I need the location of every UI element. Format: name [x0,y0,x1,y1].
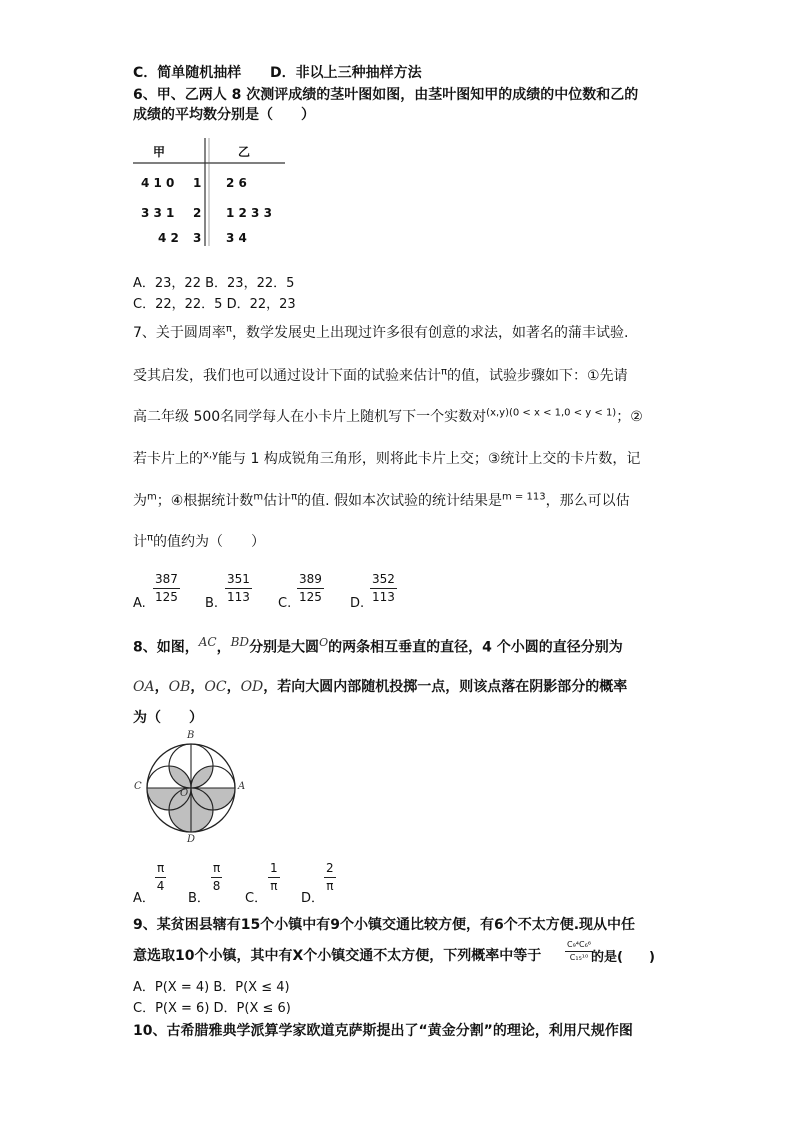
q8-option-b-fraction [211,861,222,894]
q7-l4a: 若卡片上的 [133,451,203,467]
q5-option-c: C．简单随机抽样 [133,65,242,81]
row3-left-leaves: 4 2 [158,231,179,245]
q8-option-c-label: C． [245,891,268,906]
denominator: 125 [155,590,178,604]
q6-text-line2: 成绩的平均数分别是（ ） [133,107,315,123]
q8-l2b: ，若向大圆内部随机投掷一点，则该点落在阴影部分的概率 [263,679,628,695]
q7-option-a-label: A. [133,596,146,611]
q8-option-b-label: B． [188,891,210,906]
table-header-right: 乙 [238,145,251,159]
q7-l2b: 的值，试验步骤如下：①先请 [447,368,628,384]
q8-line3: 为（ ） [133,710,203,726]
numerator: π [213,861,221,875]
q9-fraction [565,940,593,963]
q7-option-b-fraction [225,572,252,605]
comma: ， [226,679,241,695]
numerator: 1 [270,861,278,875]
q7-l4b: 能与 1 构成锐角三角形，则将此卡片上交；③统计上交的卡片数，记 [218,451,641,467]
table-header-left: 甲 [153,145,166,159]
q7-l5a: 为 [133,493,147,509]
q7-option-d-fraction [370,572,397,605]
q8-option-a-fraction [155,861,166,894]
q7-l3a: 高二年级 500名同学每人在小卡片上随机写下一个实数对 [133,409,487,425]
row2-right-leaves: 1 2 3 3 [226,206,272,220]
q6-options-line2: C．22，22．5 D．22，23 [133,297,296,312]
numerator: π [157,861,165,875]
pi-symbol: π [225,323,232,335]
numerator: 2 [326,861,334,875]
row1-right-leaves: 2 6 [226,176,247,190]
q8-l1c: 的两条相互垂直的直径，4 个小圆的直径分别为 [328,639,623,656]
q7-option-d-label: D. [350,596,365,611]
label-b: B [187,730,195,741]
q7-line4 [133,448,640,468]
numerator: 352 [370,572,397,589]
denominator: 113 [372,590,395,604]
q5-option-d: D．非以上三种抽样方法 [270,65,422,81]
label-o: O [180,788,189,799]
segment-oa: OA [133,679,155,695]
denominator: C₁₅¹⁰ [569,953,589,962]
comma: ， [190,679,205,695]
q8-l1b: 分别是大圆 [249,639,320,656]
pi-symbol: π [291,491,298,503]
q7-line3 [133,406,643,426]
circle-figure [132,728,250,848]
label-d: D [187,834,196,845]
denominator: π [324,877,336,894]
segment-od: OD [240,679,264,695]
q9-tail: 的是( ) [591,950,655,965]
row1-left-leaves: 4 1 0 [141,176,175,190]
comma: ， [216,639,231,656]
q7-line1 [133,322,628,342]
stem-leaf-table [133,138,288,248]
q7-formula-m: m = 113 [502,491,546,503]
q7-formula-range: (x,y)(0 < x < 1,0 < y < 1) [486,407,617,419]
q9-options-line1: A．P(X = 4) B．P(X ≤ 4) [133,980,290,995]
q7-l2a: 受其启发，我们也可以通过设计下面的试验来估计 [133,368,441,384]
q7-l5d: 的值. 假如本次试验的统计结果是 [297,493,502,509]
segment-ob: OB [168,679,191,695]
denominator: π [268,877,280,894]
q8-option-d-fraction [324,861,336,894]
segment-oc: OC [204,679,227,695]
numerator: 389 [297,572,324,589]
q7-l5c: 估计 [263,493,292,509]
q7-option-b-label: B. [205,596,219,611]
q7-l1a: 7、关于圆周率 [133,325,226,341]
label-a: A [238,781,246,792]
q9-options-line2: C．P(X = 6) D．P(X ≤ 6) [133,1001,291,1016]
q7-l5b: ；④根据统计数 [156,493,254,509]
q10-line1: 10、古希腊雅典学派算学家欧道克萨斯提出了“黄金分割”的理论，利用尺规作图 [133,1023,633,1039]
segment-ac: AC [198,635,217,649]
q7-line6 [133,531,265,551]
q6-options-line1: A．23，22 B．23，22．5 [133,276,295,291]
denominator: 8 [212,879,221,893]
q7-l1b: ，数学发展史上出现过许多很有创意的求法，如著名的蒲丰试验. [231,325,629,341]
q8-option-a-label: A． [133,891,155,906]
q7-l5e: ，那么可以估 [545,493,630,509]
q6-text-line1: 6、甲、乙两人 8 次测评成绩的茎叶图如图，由茎叶图知甲的成绩的中位数和乙的 [133,87,639,103]
numerator: 387 [153,572,180,589]
segment-bd: BD [230,635,250,649]
pi-symbol: π [147,532,154,544]
q8-option-c-fraction [268,861,280,894]
comma: ， [154,679,169,695]
q8-line2 [133,676,627,696]
m-symbol: m [253,491,264,503]
numerator: C₉⁴C₆⁶ [565,940,593,952]
q8-option-d-label: D． [301,891,325,906]
q7-line2 [133,365,628,385]
q7-line5 [133,490,630,510]
numerator: 351 [225,572,252,589]
row2-stem: 2 [193,206,202,220]
q7-option-c-fraction [297,572,324,605]
point-o: O [319,636,329,649]
q9-l2a: 意选取10个小镇，其中有X个小镇交通不太方便，下列概率中等于 [133,948,542,964]
q7-option-c-label: C. [278,596,292,611]
q9-line1: 9、某贫困县辖有15个小镇中有9个小镇交通比较方便，有6个不太方便.现从中任 [133,917,636,933]
q8-l1a: 8、如图， [133,639,199,656]
denominator: 125 [299,590,322,604]
q7-l3b: ；② [616,409,643,425]
m-symbol: m [147,491,157,503]
row3-right-leaves: 3 4 [226,231,247,245]
label-c: C [134,781,142,792]
row2-left-leaves: 3 3 1 [141,206,175,220]
q7-xy: x,y [203,449,219,461]
q7-option-a-fraction [153,572,180,605]
q8-line1 [133,635,623,657]
pi-symbol: π [441,366,448,378]
q7-l6b: 的值约为（ ） [153,534,266,550]
q7-l6a: 计 [133,534,147,550]
row3-stem: 3 [193,231,202,245]
denominator: 4 [156,879,165,893]
denominator: 113 [227,590,250,604]
q9-line2 [133,945,541,965]
row1-stem: 1 [193,176,202,190]
